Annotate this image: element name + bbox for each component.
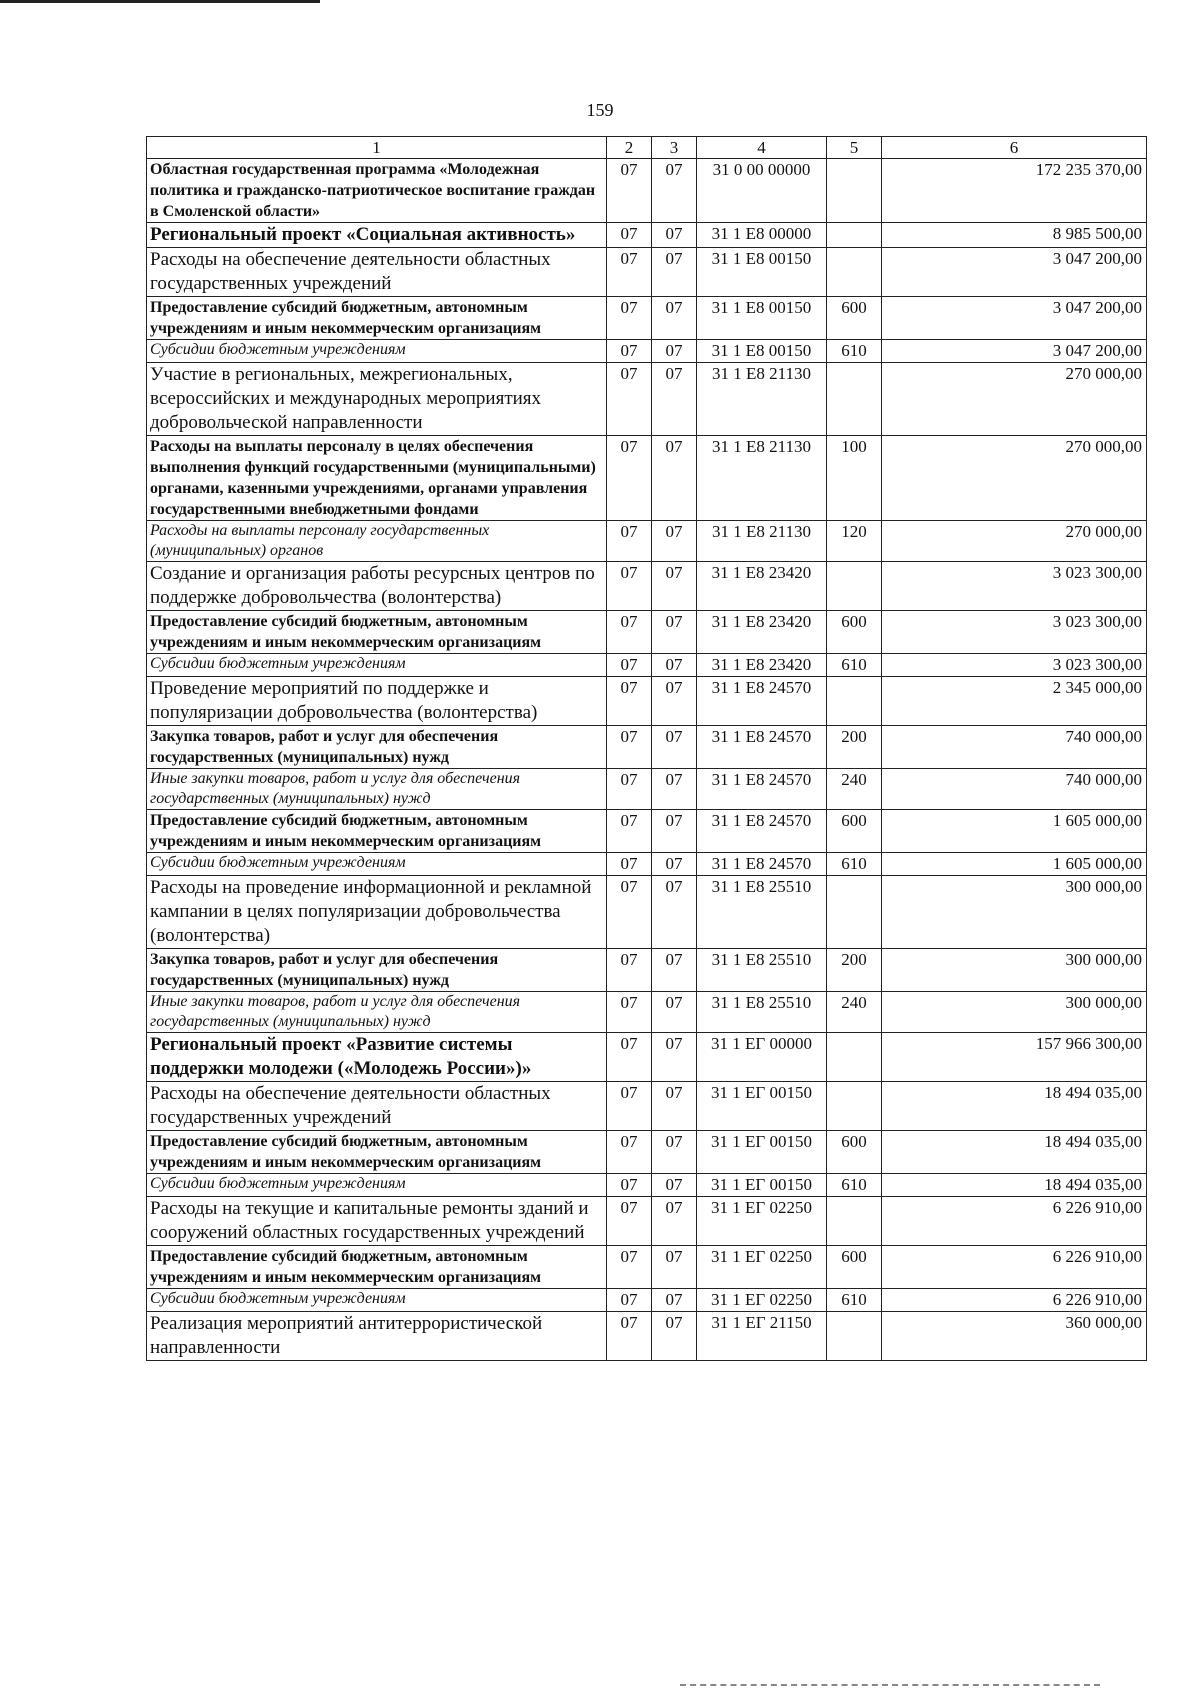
expense-type-code	[827, 1197, 882, 1246]
subsection-code: 07	[652, 363, 697, 436]
section-code: 07	[607, 521, 652, 562]
row-description: Предоставление субсидий бюджетным, автономным учреждениям и иным некоммерческим организациям	[147, 1131, 607, 1174]
table-row	[147, 248, 1147, 297]
subsection-code: 07	[652, 436, 697, 521]
amount-value: 270 000,00	[882, 436, 1147, 521]
expense-type-code	[827, 677, 882, 726]
target-article-code: 31 1 E8 24570	[697, 853, 827, 876]
row-description: Предоставление субсидий бюджетным, автономным учреждениям и иным некоммерческим организациям	[147, 297, 607, 340]
section-code: 07	[607, 611, 652, 654]
target-article-code: 31 1 E8 24570	[697, 677, 827, 726]
table-row	[147, 677, 1147, 726]
target-article-code: 31 1 E8 23420	[697, 611, 827, 654]
row-description: Иные закупки товаров, работ и услуг для обеспечения государственных (муниципальных) нужд	[147, 769, 607, 810]
amount-value: 18 494 035,00	[882, 1174, 1147, 1197]
target-article-code: 31 1 EГ 00150	[697, 1131, 827, 1174]
subsection-code: 07	[652, 1082, 697, 1131]
table-row	[147, 1033, 1147, 1082]
section-code: 07	[607, 853, 652, 876]
subsection-code: 07	[652, 1289, 697, 1312]
section-code: 07	[607, 297, 652, 340]
amount-value: 740 000,00	[882, 769, 1147, 810]
expense-type-code: 600	[827, 611, 882, 654]
amount-value: 6 226 910,00	[882, 1197, 1147, 1246]
table-row	[147, 1174, 1147, 1197]
amount-value: 1 605 000,00	[882, 810, 1147, 853]
expense-type-code	[827, 223, 882, 248]
row-description: Субсидии бюджетным учреждениям	[147, 1174, 607, 1197]
row-description: Расходы на текущие и капитальные ремонты зданий и сооружений областных государственных учреждений	[147, 1197, 607, 1246]
target-article-code: 31 0 00 00000	[697, 159, 827, 223]
expense-type-code: 610	[827, 654, 882, 677]
target-article-code: 31 1 EГ 00150	[697, 1174, 827, 1197]
section-code: 07	[607, 949, 652, 992]
row-description: Субсидии бюджетным учреждениям	[147, 340, 607, 363]
section-code: 07	[607, 340, 652, 363]
subsection-code: 07	[652, 949, 697, 992]
row-description: Региональный проект «Социальная активность»	[147, 223, 607, 248]
column-header: 5	[827, 137, 882, 159]
amount-value: 3 023 300,00	[882, 611, 1147, 654]
column-header: 2	[607, 137, 652, 159]
amount-value: 300 000,00	[882, 992, 1147, 1033]
section-code: 07	[607, 654, 652, 677]
page-number: 159	[586, 100, 614, 120]
table-body	[147, 137, 1147, 1361]
target-article-code: 31 1 E8 25510	[697, 992, 827, 1033]
table-row	[147, 1246, 1147, 1289]
expense-type-code: 200	[827, 726, 882, 769]
row-description: Субсидии бюджетным учреждениям	[147, 654, 607, 677]
subsection-code: 07	[652, 992, 697, 1033]
column-header: 1	[147, 137, 607, 159]
target-article-code: 31 1 E8 00150	[697, 297, 827, 340]
row-description: Субсидии бюджетным учреждениям	[147, 853, 607, 876]
target-article-code: 31 1 E8 00000	[697, 223, 827, 248]
amount-value: 270 000,00	[882, 521, 1147, 562]
section-code: 07	[607, 436, 652, 521]
expense-type-code	[827, 248, 882, 297]
expense-type-code	[827, 1033, 882, 1082]
table-row	[147, 654, 1147, 677]
target-article-code: 31 1 EГ 00000	[697, 1033, 827, 1082]
table-row	[147, 363, 1147, 436]
table-row	[147, 1289, 1147, 1312]
section-code: 07	[607, 363, 652, 436]
subsection-code: 07	[652, 726, 697, 769]
row-description: Проведение мероприятий по поддержке и популяризации добровольчества (волонтерства)	[147, 677, 607, 726]
row-description: Расходы на обеспечение деятельности областных государственных учреждений	[147, 248, 607, 297]
section-code: 07	[607, 1131, 652, 1174]
row-description: Реализация мероприятий антитеррористической направленности	[147, 1312, 607, 1361]
subsection-code: 07	[652, 159, 697, 223]
expense-type-code: 240	[827, 769, 882, 810]
table-row	[147, 562, 1147, 611]
target-article-code: 31 1 E8 24570	[697, 726, 827, 769]
section-code: 07	[607, 1082, 652, 1131]
row-description: Создание и организация работы ресурсных центров по поддержке добровольчества (волонтерства)	[147, 562, 607, 611]
row-description: Участие в региональных, межрегиональных, всероссийских и международных мероприятиях добровольческой направленности	[147, 363, 607, 436]
section-code: 07	[607, 876, 652, 949]
table-row	[147, 992, 1147, 1033]
table-row	[147, 949, 1147, 992]
table-row	[147, 159, 1147, 223]
target-article-code: 31 1 E8 25510	[697, 949, 827, 992]
row-description: Расходы на выплаты персоналу в целях обеспечения выполнения функций государственными (муниципальными) органами, казенными учреждениями, органами управления государственными внебюджетными фондами	[147, 436, 607, 521]
table-row	[147, 726, 1147, 769]
row-description: Региональный проект «Развитие системы поддержки молодежи («Молодежь России»)»	[147, 1033, 607, 1082]
target-article-code: 31 1 E8 25510	[697, 876, 827, 949]
table-row	[147, 223, 1147, 248]
subsection-code: 07	[652, 248, 697, 297]
expense-type-code: 200	[827, 949, 882, 992]
section-code: 07	[607, 769, 652, 810]
row-description: Расходы на проведение информационной и рекламной кампании в целях популяризации добровольчества (волонтерства)	[147, 876, 607, 949]
row-description: Расходы на обеспечение деятельности областных государственных учреждений	[147, 1082, 607, 1131]
subsection-code: 07	[652, 297, 697, 340]
subsection-code: 07	[652, 340, 697, 363]
amount-value: 18 494 035,00	[882, 1131, 1147, 1174]
section-code: 07	[607, 726, 652, 769]
subsection-code: 07	[652, 1033, 697, 1082]
section-code: 07	[607, 1246, 652, 1289]
amount-value: 740 000,00	[882, 726, 1147, 769]
row-description: Закупка товаров, работ и услуг для обеспечения государственных (муниципальных) нужд	[147, 949, 607, 992]
row-description: Расходы на выплаты персоналу государственных (муниципальных) органов	[147, 521, 607, 562]
section-code: 07	[607, 677, 652, 726]
table-row	[147, 521, 1147, 562]
amount-value: 3 023 300,00	[882, 562, 1147, 611]
section-code: 07	[607, 562, 652, 611]
table-row	[147, 1131, 1147, 1174]
row-description: Иные закупки товаров, работ и услуг для обеспечения государственных (муниципальных) нужд	[147, 992, 607, 1033]
expense-type-code: 120	[827, 521, 882, 562]
table-row	[147, 853, 1147, 876]
subsection-code: 07	[652, 611, 697, 654]
column-header: 3	[652, 137, 697, 159]
amount-value: 6 226 910,00	[882, 1289, 1147, 1312]
header-row	[147, 137, 1147, 159]
subsection-code: 07	[652, 223, 697, 248]
amount-value: 270 000,00	[882, 363, 1147, 436]
amount-value: 3 047 200,00	[882, 340, 1147, 363]
expense-type-code	[827, 363, 882, 436]
table-row	[147, 876, 1147, 949]
target-article-code: 31 1 E8 00150	[697, 248, 827, 297]
row-description: Предоставление субсидий бюджетным, автономным учреждениям и иным некоммерческим организациям	[147, 810, 607, 853]
column-header: 6	[882, 137, 1147, 159]
expense-type-code: 600	[827, 810, 882, 853]
subsection-code: 07	[652, 1246, 697, 1289]
column-header: 4	[697, 137, 827, 159]
section-code: 07	[607, 248, 652, 297]
expense-type-code	[827, 1312, 882, 1361]
target-article-code: 31 1 EГ 02250	[697, 1246, 827, 1289]
amount-value: 172 235 370,00	[882, 159, 1147, 223]
expense-type-code	[827, 876, 882, 949]
subsection-code: 07	[652, 876, 697, 949]
target-article-code: 31 1 E8 23420	[697, 562, 827, 611]
target-article-code: 31 1 E8 21130	[697, 521, 827, 562]
subsection-code: 07	[652, 853, 697, 876]
section-code: 07	[607, 810, 652, 853]
target-article-code: 31 1 E8 24570	[697, 769, 827, 810]
expense-type-code	[827, 1082, 882, 1131]
row-description: Субсидии бюджетным учреждениям	[147, 1289, 607, 1312]
table-row	[147, 436, 1147, 521]
table-row	[147, 810, 1147, 853]
expense-type-code: 240	[827, 992, 882, 1033]
table-row	[147, 340, 1147, 363]
section-code: 07	[607, 159, 652, 223]
amount-value: 157 966 300,00	[882, 1033, 1147, 1082]
table-row	[147, 1197, 1147, 1246]
row-description: Предоставление субсидий бюджетным, автономным учреждениям и иным некоммерческим организациям	[147, 611, 607, 654]
expense-type-code	[827, 562, 882, 611]
target-article-code: 31 1 E8 21130	[697, 436, 827, 521]
top-edge-rule	[0, 0, 320, 3]
budget-table	[146, 136, 1147, 1361]
row-description: Областная государственная программа «Молодежная политика и гражданско-патриотическое воспитание граждан в Смоленской области»	[147, 159, 607, 223]
section-code: 07	[607, 1312, 652, 1361]
expense-type-code: 610	[827, 340, 882, 363]
target-article-code: 31 1 E8 21130	[697, 363, 827, 436]
target-article-code: 31 1 EГ 21150	[697, 1312, 827, 1361]
target-article-code: 31 1 E8 23420	[697, 654, 827, 677]
section-code: 07	[607, 1174, 652, 1197]
amount-value: 18 494 035,00	[882, 1082, 1147, 1131]
target-article-code: 31 1 E8 24570	[697, 810, 827, 853]
section-code: 07	[607, 1033, 652, 1082]
amount-value: 3 023 300,00	[882, 654, 1147, 677]
subsection-code: 07	[652, 769, 697, 810]
subsection-code: 07	[652, 1197, 697, 1246]
expense-type-code: 100	[827, 436, 882, 521]
target-article-code: 31 1 EГ 00150	[697, 1082, 827, 1131]
amount-value: 360 000,00	[882, 1312, 1147, 1361]
expense-type-code: 610	[827, 853, 882, 876]
subsection-code: 07	[652, 654, 697, 677]
section-code: 07	[607, 1289, 652, 1312]
subsection-code: 07	[652, 562, 697, 611]
table-row	[147, 1082, 1147, 1131]
amount-value: 1 605 000,00	[882, 853, 1147, 876]
table-row	[147, 611, 1147, 654]
table-row	[147, 1312, 1147, 1361]
table-row	[147, 769, 1147, 810]
target-article-code: 31 1 EГ 02250	[697, 1197, 827, 1246]
expense-type-code: 600	[827, 297, 882, 340]
section-code: 07	[607, 1197, 652, 1246]
subsection-code: 07	[652, 521, 697, 562]
bottom-margin-marks	[680, 1684, 1100, 1690]
amount-value: 300 000,00	[882, 949, 1147, 992]
subsection-code: 07	[652, 1312, 697, 1361]
expense-type-code: 610	[827, 1289, 882, 1312]
amount-value: 2 345 000,00	[882, 677, 1147, 726]
section-code: 07	[607, 992, 652, 1033]
expense-type-code: 600	[827, 1131, 882, 1174]
expense-type-code: 600	[827, 1246, 882, 1289]
target-article-code: 31 1 E8 00150	[697, 340, 827, 363]
row-description: Закупка товаров, работ и услуг для обеспечения государственных (муниципальных) нужд	[147, 726, 607, 769]
section-code: 07	[607, 223, 652, 248]
row-description: Предоставление субсидий бюджетным, автономным учреждениям и иным некоммерческим организациям	[147, 1246, 607, 1289]
amount-value: 6 226 910,00	[882, 1246, 1147, 1289]
expense-type-code	[827, 159, 882, 223]
table-row	[147, 297, 1147, 340]
target-article-code: 31 1 EГ 02250	[697, 1289, 827, 1312]
expense-type-code: 610	[827, 1174, 882, 1197]
amount-value: 8 985 500,00	[882, 223, 1147, 248]
subsection-code: 07	[652, 677, 697, 726]
subsection-code: 07	[652, 1131, 697, 1174]
subsection-code: 07	[652, 810, 697, 853]
amount-value: 300 000,00	[882, 876, 1147, 949]
amount-value: 3 047 200,00	[882, 297, 1147, 340]
subsection-code: 07	[652, 1174, 697, 1197]
amount-value: 3 047 200,00	[882, 248, 1147, 297]
